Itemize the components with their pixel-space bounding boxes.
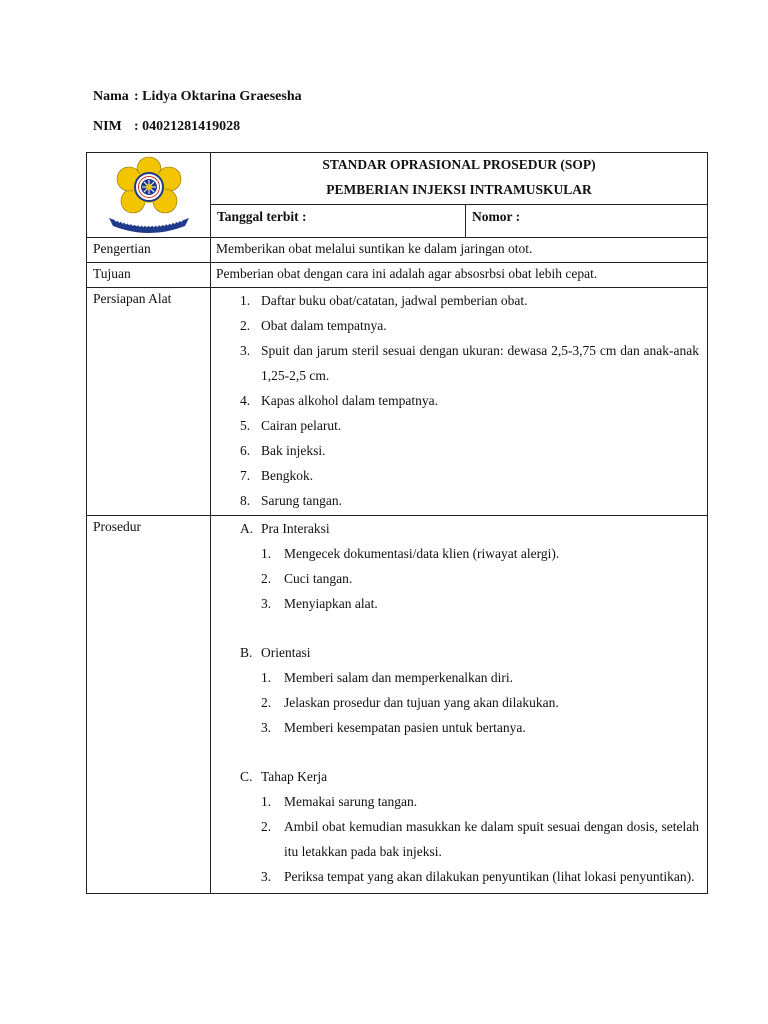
list-item — [211, 715, 707, 740]
list-item — [211, 463, 707, 488]
list-item — [211, 566, 707, 591]
item-number: 1. — [240, 293, 251, 308]
section-letter: B. — [240, 645, 253, 660]
list-item — [211, 413, 707, 438]
item-number: 3. — [261, 720, 272, 735]
item-text: Menyiapkan alat. — [284, 596, 378, 611]
section-list — [211, 665, 707, 740]
item-text: Bak injeksi. — [261, 443, 326, 458]
persiapan-alat-cell — [211, 288, 708, 516]
sop-title-cell — [211, 153, 708, 205]
item-number: 1. — [261, 546, 272, 561]
pengertian-text: Memberikan obat melalui suntikan ke dalam jaringan otot. — [211, 238, 708, 263]
section-heading — [211, 764, 707, 789]
tujuan-label: Tujuan — [87, 263, 211, 288]
sop-title: STANDAR OPRASIONAL PROSEDUR (SOP) — [322, 157, 596, 172]
pengertian-label: Pengertian — [87, 238, 211, 263]
item-number: 2. — [240, 318, 251, 333]
item-text: Memberi kesempatan pasien untuk bertanya. — [284, 720, 526, 735]
item-number: 2. — [261, 571, 272, 586]
pengertian-row — [87, 238, 708, 263]
item-text: Spuit dan jarum steril sesuai dengan ukuran: dewasa 2,5-3,75 cm dan anak-anak 1,25-2,5 cm. — [261, 343, 699, 383]
section-letter: C. — [240, 769, 253, 784]
list-item — [211, 438, 707, 463]
list-item — [211, 690, 707, 715]
item-number: 2. — [261, 819, 272, 834]
item-text: Cairan pelarut. — [261, 418, 342, 433]
persiapan-alat-row — [87, 288, 708, 516]
prosedur-label: Prosedur — [87, 516, 211, 894]
item-number: 3. — [261, 596, 272, 611]
item-text: Kapas alkohol dalam tempatnya. — [261, 393, 438, 408]
list-item — [211, 814, 707, 864]
section-title: Orientasi — [261, 645, 311, 660]
name-label: Nama — [93, 89, 129, 104]
list-item — [211, 288, 707, 313]
tujuan-row — [87, 263, 708, 288]
list-item — [211, 488, 707, 513]
list-item — [211, 338, 707, 388]
student-nim-line — [93, 119, 240, 135]
item-number: 8. — [240, 493, 251, 508]
item-text: Ambil obat kemudian masukkan ke dalam spuit sesuai dengan dosis, setelah itu letakkan pada bak injeksi. — [284, 819, 699, 859]
sop-header-row — [87, 153, 708, 205]
item-text: Memberi salam dan memperkenalkan diri. — [284, 670, 514, 685]
list-item — [211, 665, 707, 690]
item-text: Cuci tangan. — [284, 571, 353, 586]
section-list — [211, 541, 707, 616]
item-text: Obat dalam tempatnya. — [261, 318, 387, 333]
section-heading — [211, 640, 707, 665]
item-text: Bengkok. — [261, 468, 314, 483]
item-number: 4. — [240, 393, 251, 408]
list-item — [211, 864, 707, 889]
item-text: Periksa tempat yang akan dilakukan penyuntikan (lihat lokasi penyuntikan). — [284, 869, 695, 884]
section-gap — [211, 616, 707, 640]
nim-label: NIM — [93, 119, 122, 134]
item-number: 6. — [240, 443, 251, 458]
list-item — [211, 388, 707, 413]
student-name-line — [93, 89, 302, 105]
tujuan-text: Pemberian obat dengan cara ini adalah agar absosrbsi obat lebih cepat. — [211, 263, 708, 288]
document-number-label: Nomor : — [472, 209, 521, 224]
list-item — [211, 591, 707, 616]
item-number: 1. — [261, 670, 272, 685]
section-gap — [211, 740, 707, 764]
section-title: Pra Interaksi — [261, 521, 330, 536]
item-text: Sarung tangan. — [261, 493, 342, 508]
section-letter: A. — [240, 521, 254, 536]
equipment-list — [211, 288, 707, 513]
prosedur-row — [87, 516, 708, 894]
item-number: 2. — [261, 695, 272, 710]
item-number: 3. — [261, 869, 272, 884]
item-number: 5. — [240, 418, 251, 433]
item-number: 7. — [240, 468, 251, 483]
logo-cell — [87, 153, 211, 238]
section-heading — [211, 516, 707, 541]
name-value: : Lidya Oktarina Graesesha — [134, 89, 302, 104]
section-title: Tahap Kerja — [261, 769, 328, 784]
sop-table — [86, 152, 708, 894]
issue-date-label: Tanggal terbit : — [211, 205, 466, 237]
university-seal-icon — [101, 156, 197, 234]
nim-value: : 04021281419028 — [134, 119, 241, 134]
list-item — [211, 313, 707, 338]
item-text: Mengecek dokumentasi/data klien (riwayat alergi). — [284, 546, 560, 561]
item-text: Memakai sarung tangan. — [284, 794, 418, 809]
list-item — [211, 789, 707, 814]
section-list — [211, 789, 707, 889]
list-item — [211, 541, 707, 566]
prosedur-cell — [211, 516, 708, 894]
item-text: Jelaskan prosedur dan tujuan yang akan dilakukan. — [284, 695, 559, 710]
item-number: 1. — [261, 794, 272, 809]
persiapan-alat-label: Persiapan Alat — [87, 288, 211, 516]
item-number: 3. — [240, 343, 251, 358]
item-text: Daftar buku obat/catatan, jadwal pemberian obat. — [261, 293, 528, 308]
sop-subtitle: PEMBERIAN INJEKSI INTRAMUSKULAR — [326, 182, 592, 197]
sop-meta-cell — [211, 205, 708, 238]
